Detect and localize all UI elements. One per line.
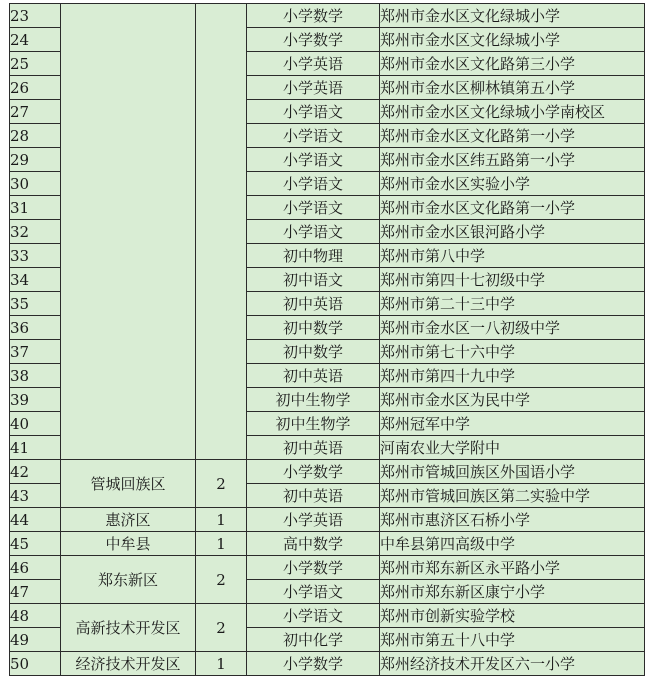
school-cell: 郑州市金水区纬五路第一小学 — [380, 148, 645, 172]
count-cell: 2 — [196, 556, 247, 604]
row-number: 33 — [10, 244, 61, 268]
row-number: 48 — [10, 604, 61, 628]
district-cell: 中牟县 — [61, 532, 196, 556]
subject-cell: 初中物理 — [247, 244, 380, 268]
row-number: 40 — [10, 412, 61, 436]
count-cell: 1 — [196, 532, 247, 556]
district-cell: 郑东新区 — [61, 556, 196, 604]
row-number: 44 — [10, 508, 61, 532]
row-number: 28 — [10, 124, 61, 148]
school-cell: 郑州市金水区文化绿城小学南校区 — [380, 100, 645, 124]
school-cell: 郑州市第二十三中学 — [380, 292, 645, 316]
district-cell: 高新技术开发区 — [61, 604, 196, 652]
row-number: 39 — [10, 388, 61, 412]
school-cell: 郑州市金水区为民中学 — [380, 388, 645, 412]
subject-cell: 高中数学 — [247, 532, 380, 556]
table-row — [10, 652, 645, 676]
school-cell: 郑州市金水区文化绿城小学 — [380, 28, 645, 52]
row-number: 49 — [10, 628, 61, 652]
row-number: 26 — [10, 76, 61, 100]
count-cell: 2 — [196, 460, 247, 508]
school-cell: 郑州市第七十六中学 — [380, 340, 645, 364]
district-cell: 惠济区 — [61, 508, 196, 532]
subject-cell: 初中生物学 — [247, 388, 380, 412]
subject-cell: 初中生物学 — [247, 412, 380, 436]
subject-cell: 小学语文 — [247, 196, 380, 220]
subject-cell: 小学语文 — [247, 220, 380, 244]
table-row — [10, 604, 645, 628]
row-number: 41 — [10, 436, 61, 460]
school-cell: 郑州市管城回族区第二实验中学 — [380, 484, 645, 508]
subject-cell: 初中数学 — [247, 340, 380, 364]
school-cell: 郑州市金水区文化路第一小学 — [380, 196, 645, 220]
school-cell: 郑州市管城回族区外国语小学 — [380, 460, 645, 484]
school-cell: 郑州市金水区文化路第一小学 — [380, 124, 645, 148]
row-number: 29 — [10, 148, 61, 172]
subject-cell: 小学英语 — [247, 76, 380, 100]
table-row — [10, 532, 645, 556]
subject-cell: 初中数学 — [247, 316, 380, 340]
subject-cell: 初中英语 — [247, 436, 380, 460]
school-cell: 郑州市第五十八中学 — [380, 628, 645, 652]
school-cell: 郑州市金水区柳林镇第五小学 — [380, 76, 645, 100]
subject-cell: 初中化学 — [247, 628, 380, 652]
subject-cell: 小学数学 — [247, 4, 380, 28]
subject-cell: 小学英语 — [247, 52, 380, 76]
count-cell: 2 — [196, 604, 247, 652]
table-row — [10, 4, 645, 28]
count-cell: 1 — [196, 508, 247, 532]
row-number: 30 — [10, 172, 61, 196]
table-row — [10, 556, 645, 580]
school-cell: 郑州经济技术开发区六一小学 — [380, 652, 645, 676]
row-number: 45 — [10, 532, 61, 556]
school-cell: 郑州市第八中学 — [380, 244, 645, 268]
school-cell: 郑州市第四十九中学 — [380, 364, 645, 388]
subject-cell: 小学语文 — [247, 604, 380, 628]
row-number: 25 — [10, 52, 61, 76]
row-number: 31 — [10, 196, 61, 220]
subject-cell: 初中英语 — [247, 292, 380, 316]
subject-cell: 小学数学 — [247, 652, 380, 676]
subject-cell: 小学数学 — [247, 460, 380, 484]
table-row — [10, 460, 645, 484]
row-number: 37 — [10, 340, 61, 364]
row-number: 42 — [10, 460, 61, 484]
school-cell: 郑州冠军中学 — [380, 412, 645, 436]
school-cell: 郑州市金水区文化路第三小学 — [380, 52, 645, 76]
school-cell: 郑州市郑东新区康宁小学 — [380, 580, 645, 604]
school-cell: 郑州市金水区一八初级中学 — [380, 316, 645, 340]
school-cell: 郑州市金水区实验小学 — [380, 172, 645, 196]
row-number: 47 — [10, 580, 61, 604]
subject-cell: 初中语文 — [247, 268, 380, 292]
subject-cell: 小学数学 — [247, 556, 380, 580]
count-cell — [196, 4, 247, 460]
subject-cell: 小学语文 — [247, 172, 380, 196]
subject-cell: 小学语文 — [247, 580, 380, 604]
count-cell: 1 — [196, 652, 247, 676]
subject-cell: 初中英语 — [247, 364, 380, 388]
row-number: 35 — [10, 292, 61, 316]
row-number: 43 — [10, 484, 61, 508]
school-cell: 郑州市金水区文化绿城小学 — [380, 4, 645, 28]
row-number: 34 — [10, 268, 61, 292]
row-number: 50 — [10, 652, 61, 676]
row-number: 24 — [10, 28, 61, 52]
school-cell: 郑州市郑东新区永平路小学 — [380, 556, 645, 580]
subject-cell: 初中英语 — [247, 484, 380, 508]
assignment-table — [9, 3, 645, 676]
school-cell: 郑州市惠济区石桥小学 — [380, 508, 645, 532]
school-cell: 郑州市第四十七初级中学 — [380, 268, 645, 292]
district-cell: 管城回族区 — [61, 460, 196, 508]
table-row — [10, 508, 645, 532]
subject-cell: 小学语文 — [247, 124, 380, 148]
subject-cell: 小学语文 — [247, 148, 380, 172]
district-cell: 经济技术开发区 — [61, 652, 196, 676]
subject-cell: 小学英语 — [247, 508, 380, 532]
district-cell — [61, 4, 196, 460]
school-cell: 郑州市创新实验学校 — [380, 604, 645, 628]
subject-cell: 小学数学 — [247, 28, 380, 52]
school-cell: 中牟县第四高级中学 — [380, 532, 645, 556]
subject-cell: 小学语文 — [247, 100, 380, 124]
school-cell: 郑州市金水区银河路小学 — [380, 220, 645, 244]
row-number: 32 — [10, 220, 61, 244]
row-number: 27 — [10, 100, 61, 124]
school-cell: 河南农业大学附中 — [380, 436, 645, 460]
row-number: 36 — [10, 316, 61, 340]
row-number: 23 — [10, 4, 61, 28]
row-number: 46 — [10, 556, 61, 580]
row-number: 38 — [10, 364, 61, 388]
